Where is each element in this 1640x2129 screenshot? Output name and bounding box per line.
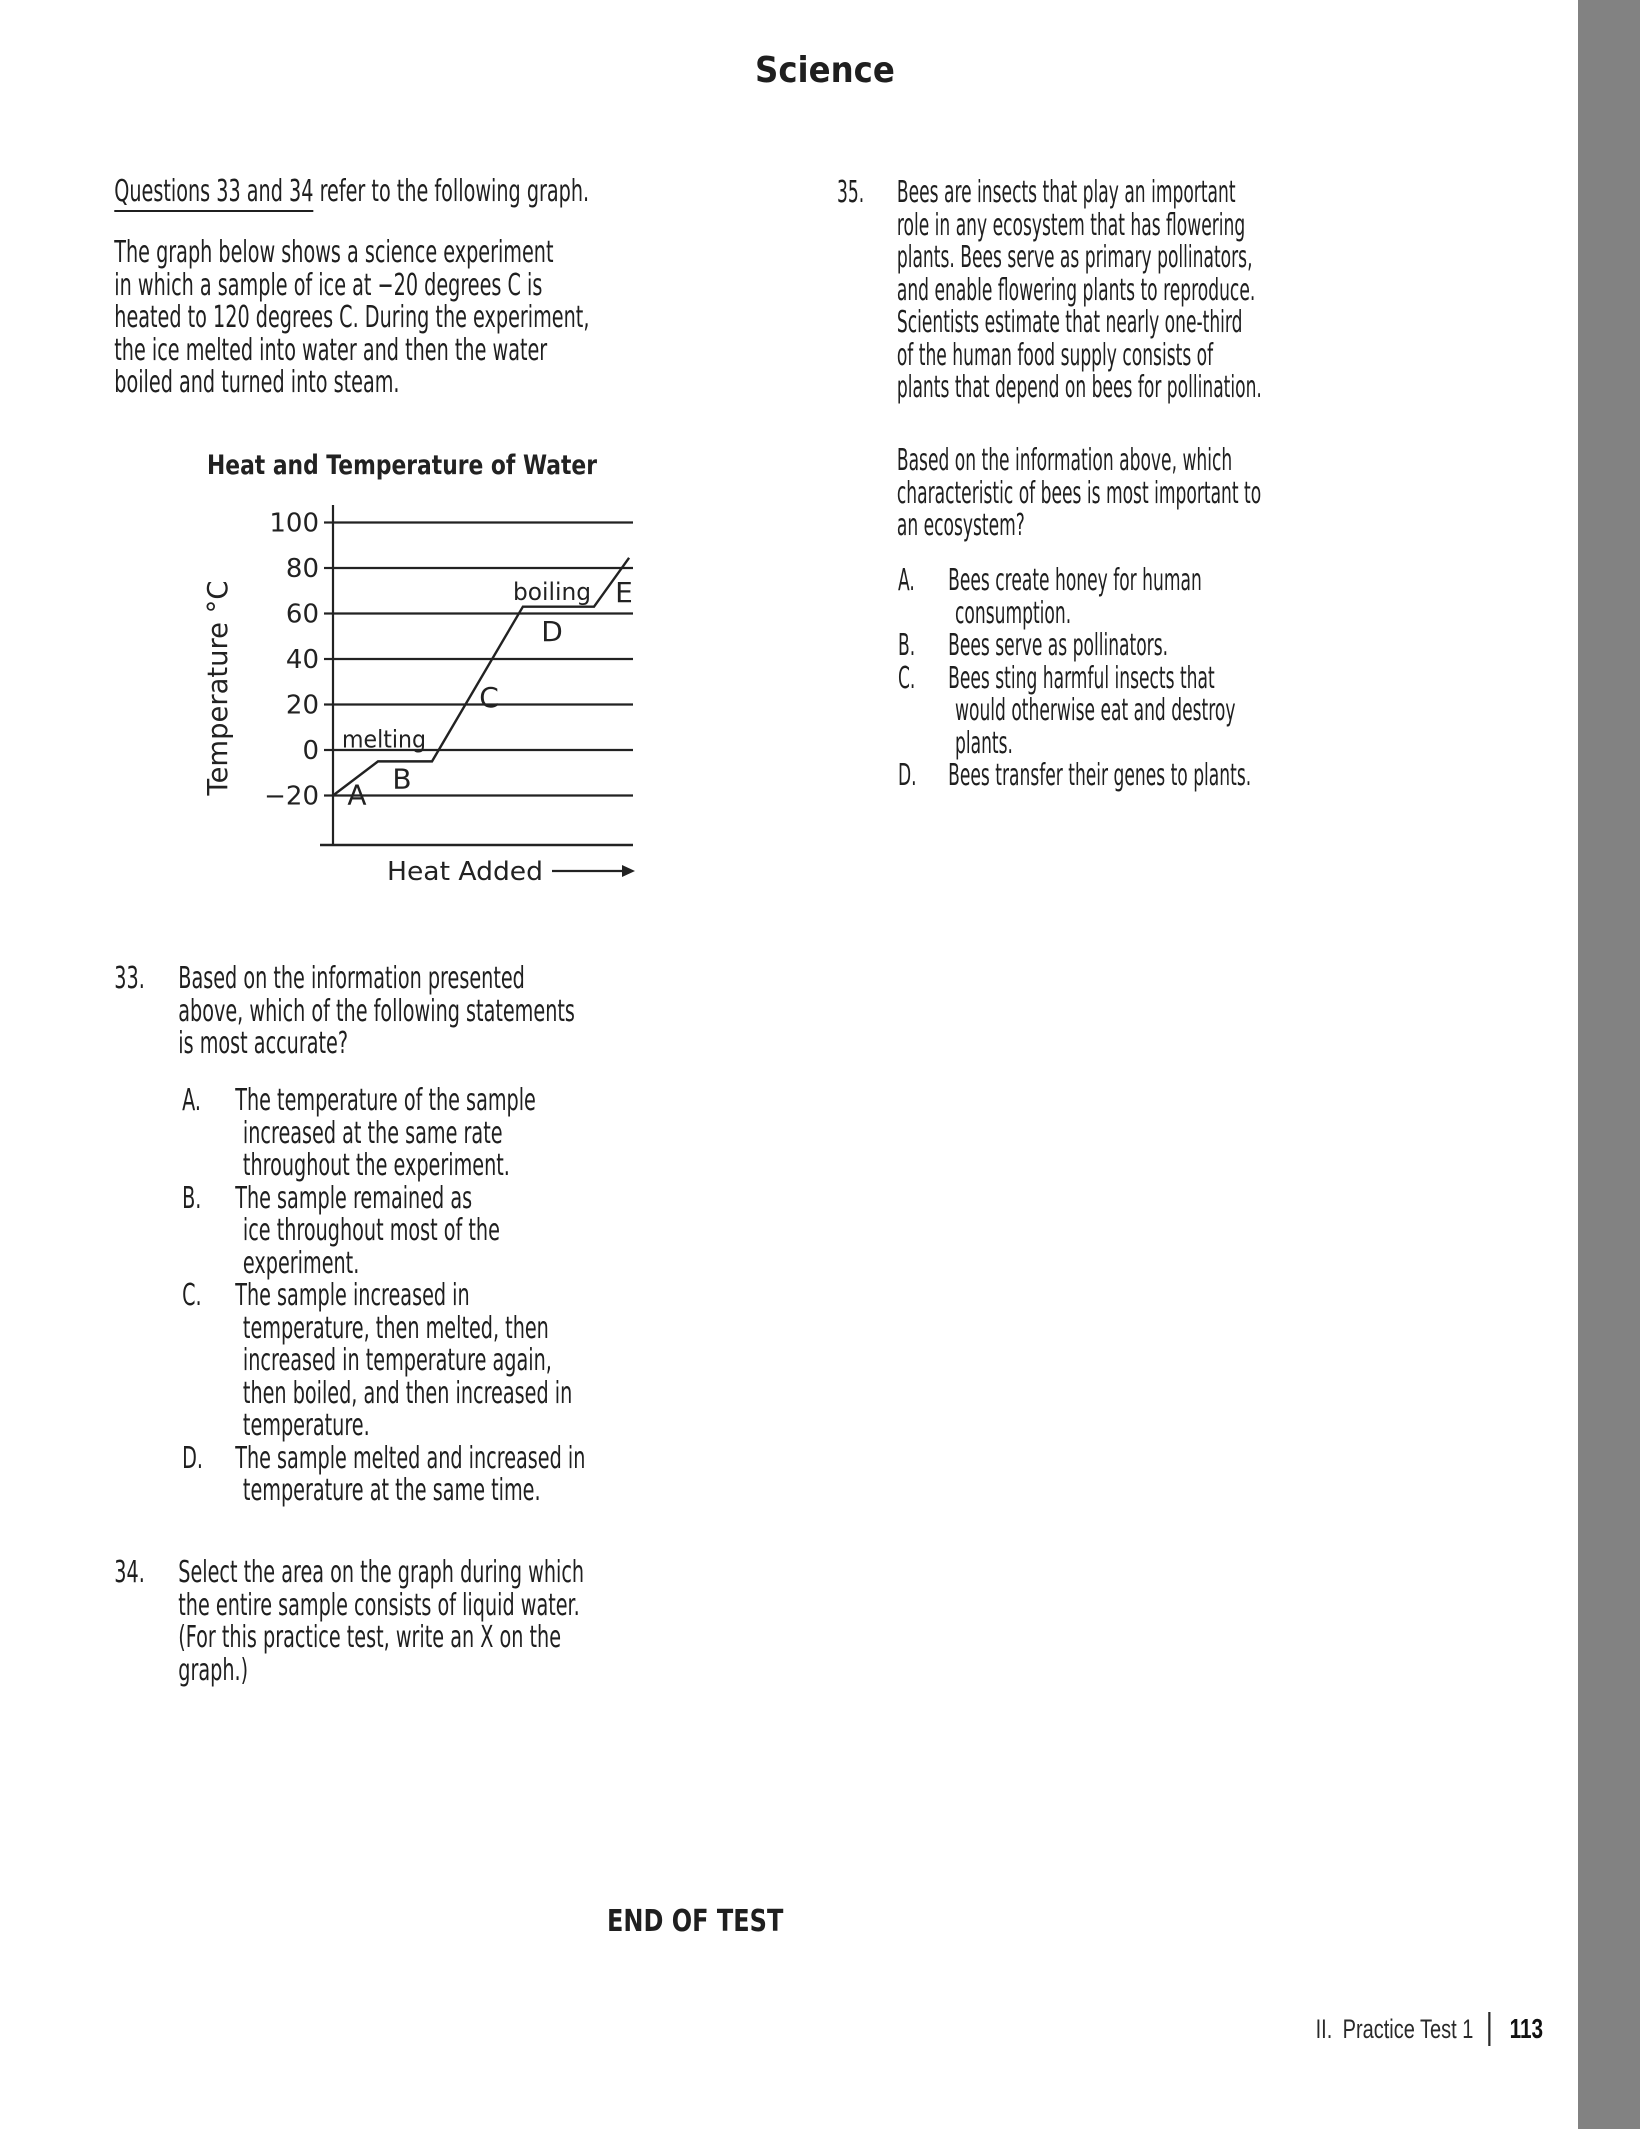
y-tick-label: 20 (285, 690, 319, 721)
option-line: The sample melted and increased in (235, 1440, 586, 1476)
segment-label-boiling: boiling (513, 577, 591, 606)
option-b (97, 1180, 585, 1281)
y-tick-label: 100 (269, 508, 319, 539)
right-column (837, 0, 1521, 2129)
stem-line: Select the area on the graph during which (178, 1555, 585, 1590)
option-line: then boiled, and then increased in (242, 1375, 573, 1411)
option-letter: C. (897, 660, 916, 696)
footer-label: Practice Test 1 (1342, 2013, 1474, 2044)
paragraph-line: the ice melted into water and then the water (114, 332, 548, 368)
intro-paragraph (114, 237, 589, 400)
option-d (97, 1440, 586, 1508)
paragraph-line: in which a sample of ice at −20 degrees C is (114, 267, 543, 303)
question-35-stem-2 (897, 445, 1261, 543)
option-a (837, 565, 1251, 630)
option-line: plants. (954, 725, 1013, 761)
y-axis-label: Temperature °C (201, 575, 234, 796)
option-line: The sample remained as (235, 1180, 473, 1216)
stem-line: of the human food supply consists of (896, 337, 1214, 373)
option-c (837, 660, 1251, 761)
option-line: increased at the same rate (242, 1115, 503, 1151)
end-of-test-label: END OF TEST (607, 1904, 784, 1939)
option-line: Bees create honey for human (948, 563, 1202, 598)
option-line: consumption. (954, 595, 1072, 631)
segment-label-d: D (541, 614, 563, 648)
segment-label-a: A (347, 778, 367, 812)
stem-line: Scientists estimate that nearly one-third (896, 305, 1243, 340)
segment-label-b: B (392, 762, 412, 796)
option-line: would otherwise eat and destroy (954, 693, 1236, 728)
stem-line: graph.) (178, 1652, 249, 1688)
question-35-options (837, 565, 1251, 793)
page-title: Science (755, 50, 895, 91)
option-letter: B. (897, 628, 916, 663)
left-column (97, 0, 724, 2129)
stem-line: Based on the information presented (178, 961, 525, 996)
intro-underlined-text: Questions 33 and 34 (114, 174, 313, 212)
segment-label-melting: melting (342, 725, 426, 754)
option-line: temperature. (242, 1408, 370, 1443)
stem-line: (For this practice test, write an X on the (178, 1620, 562, 1655)
stem-line: an ecosystem? (896, 508, 1025, 543)
question-33-options (97, 1085, 585, 1508)
option-b (837, 630, 1251, 663)
option-a (97, 1085, 585, 1183)
page-number: 113 (1509, 2013, 1543, 2044)
y-tick-label: 40 (285, 645, 319, 675)
footer-section: II. (1315, 2013, 1333, 2044)
x-axis-arrow-head (622, 865, 635, 877)
paragraph-line: heated to 120 degrees C. During the experiment, (114, 300, 590, 335)
question-34-stem (97, 1557, 584, 1687)
stem-line: plants. Bees serve as primary pollinators, (896, 240, 1253, 275)
intro-rest-text: refer to the following graph. (313, 174, 590, 209)
page-footer (1260, 2012, 1543, 2046)
option-line: The temperature of the sample (235, 1083, 536, 1118)
x-axis-label: Heat Added (387, 857, 543, 887)
option-letter: C. (182, 1278, 202, 1313)
option-line: Bees serve as pollinators. (948, 628, 1169, 663)
stem-line: Based on the information above, which (896, 443, 1233, 478)
option-line: temperature, then melted, then (242, 1310, 549, 1346)
stem-line: the entire sample consists of liquid water. (178, 1587, 580, 1623)
option-line: experiment. (242, 1245, 360, 1281)
question-33-stem (97, 963, 575, 1061)
question-33-number: 33. (114, 961, 145, 996)
stem-line: Bees are insects that play an important (896, 175, 1236, 210)
option-letter: A. (897, 563, 915, 598)
option-d (837, 760, 1251, 793)
option-line: temperature at the same time. (242, 1473, 541, 1508)
option-letter: A. (182, 1083, 202, 1118)
stem-line: role in any ecosystem that has flowering (896, 207, 1246, 243)
option-line: throughout the experiment. (242, 1148, 510, 1183)
segment-label-e: E (615, 576, 633, 610)
heat-temperature-figure (140, 440, 680, 910)
heat-temperature-graph[interactable] (140, 440, 680, 910)
stem-line: is most accurate? (178, 1026, 349, 1061)
option-line: Bees transfer their genes to plants. (948, 758, 1252, 793)
paragraph-line: boiled and turned into steam. (114, 365, 400, 400)
footer-divider (1488, 2012, 1490, 2046)
y-tick-label: 60 (285, 599, 319, 630)
stem-line: and enable flowering plants to reproduce. (896, 272, 1256, 308)
question-35-number: 35. (837, 175, 865, 210)
option-letter: B. (182, 1180, 202, 1216)
option-line: The sample increased in (235, 1278, 470, 1313)
stem-line: plants that depend on bees for pollination. (896, 370, 1262, 405)
question-35-stem (837, 177, 1262, 405)
y-tick-label: −20 (264, 781, 319, 812)
option-c (97, 1280, 585, 1443)
segment-label-c: C (479, 680, 499, 714)
option-line: increased in temperature again, (242, 1343, 552, 1378)
option-line: Bees sting harmful insects that (948, 660, 1215, 696)
option-letter: D. (182, 1440, 204, 1476)
page-edge-bar (1578, 0, 1640, 2129)
stem-line: above, which of the following statements (178, 993, 575, 1029)
option-line: ice throughout most of the (242, 1213, 500, 1248)
question-34-number: 34. (114, 1555, 145, 1590)
stem-line: characteristic of bees is most important to (896, 475, 1262, 511)
intro-line (114, 176, 589, 209)
y-tick-label: 80 (285, 554, 319, 584)
option-letter: D. (897, 758, 917, 793)
y-tick-label: 0 (302, 736, 319, 766)
paragraph-line: The graph below shows a science experiment (114, 235, 554, 270)
chart-title: Heat and Temperature of Water (207, 450, 598, 481)
